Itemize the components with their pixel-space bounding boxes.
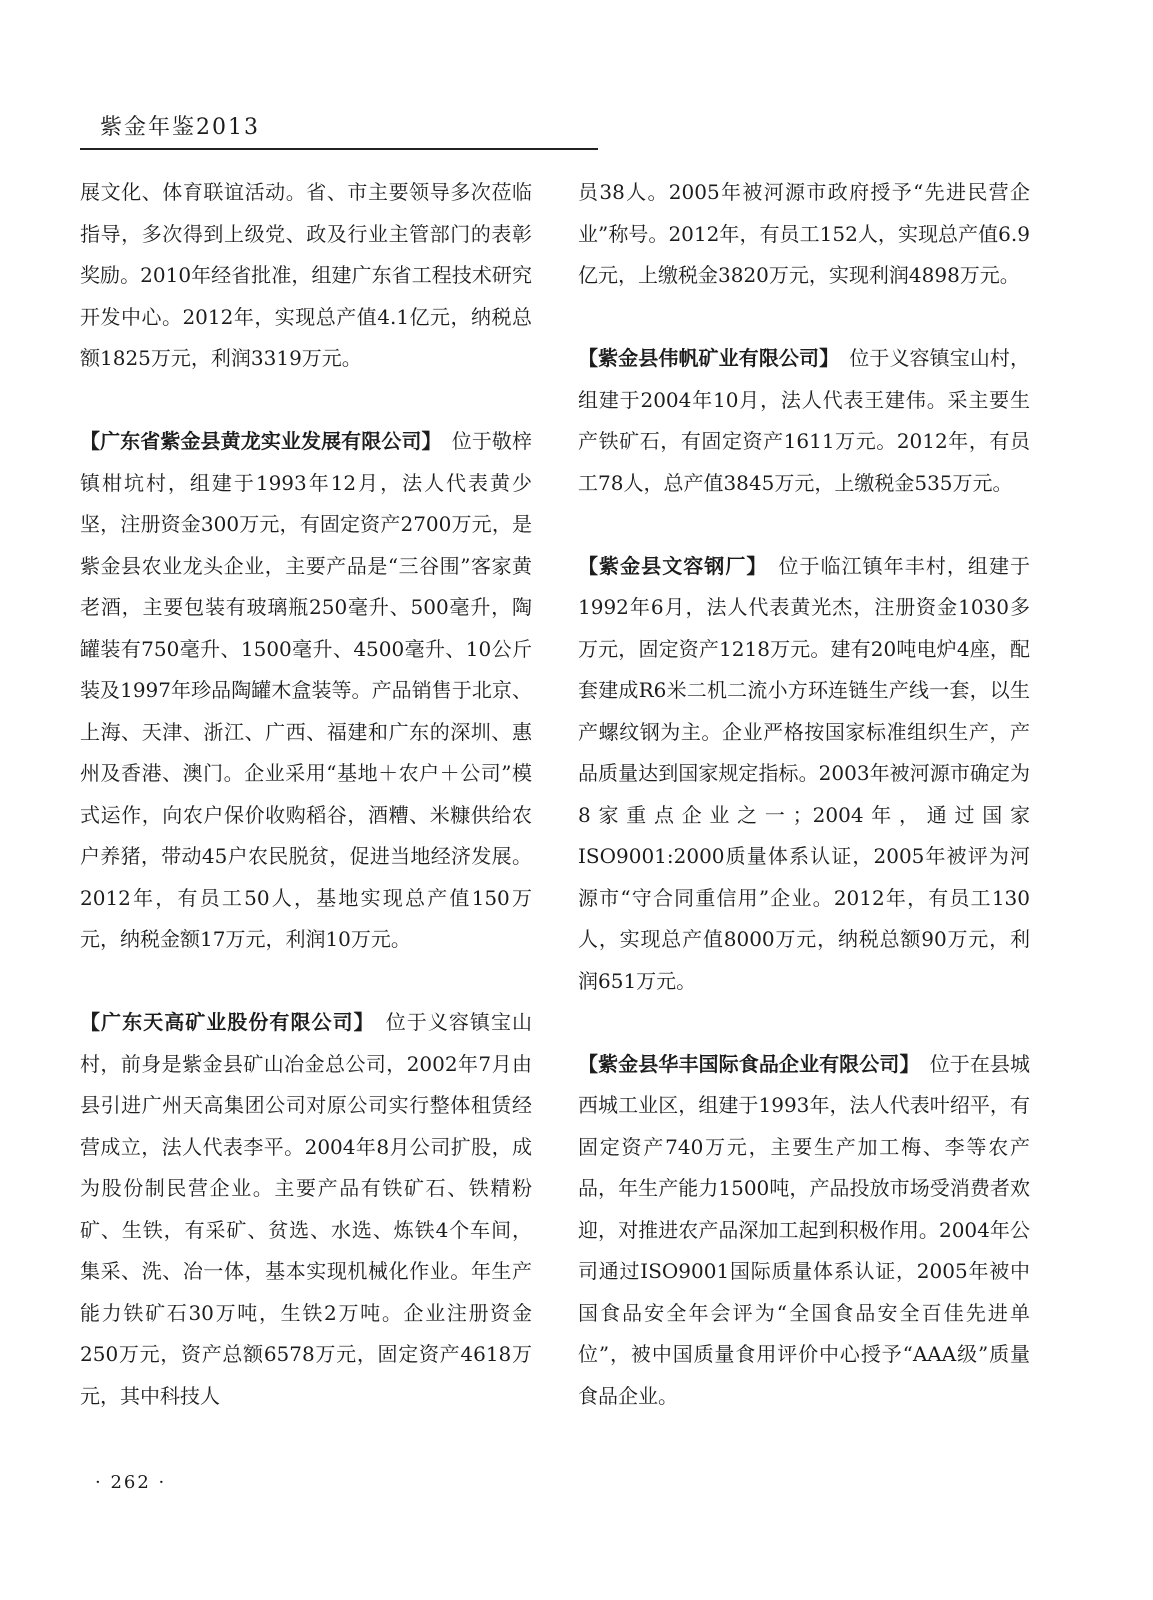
continued-paragraph: 员38人。2005年被河源市政府授予“先进民营企业”称号。2012年，有员工152人，实现总产值6.9亿元，上缴税金3820万元，实现利润4898万元。 — [578, 180, 1030, 287]
entry-body: 位于义容镇宝山村，组建于2004年10月，法人代表王建伟。采主要生产铁矿石，有固定资产1611万元。2012年，有员工78人，总产值3845万元，上缴税金535万元。 — [578, 346, 1031, 495]
entry-body: 位于临江镇年丰村，组建于1992年6月，法人代表黄光杰，注册资金1030多万元，固定资产1218万元。建有20吨电炉4座，配套建成R6米二机二流小方环连链生产线一套，以生产螺纹钢为主。企业严格按国家标准组织生产，产品质量达到国家规定指标。2003年被河源市确定为8家重点企业之一；2004年，通过国家ISO9001:2000质量体系认证，2005年被评为河源市“守合同重信用”企业。2012年，有员工130人，实现总产值8000万元，纳税总额90万元，利润651万元。 — [578, 553, 1031, 993]
right-column — [578, 172, 1030, 1417]
continued-paragraph: 展文化、体育联谊活动。省、市主要领导多次莅临指导，多次得到上级党、政及行业主管部门的表彰奖励。2010年经省批准，组建广东省工程技术研究开发中心。2012年，实现总产值4.1亿元，纳税总额1825万元，利润3319万元。 — [80, 180, 532, 370]
entry-title: 【广东省紫金县黄龙实业发展有限公司】 — [80, 429, 442, 453]
entry-paragraph — [80, 1002, 532, 1417]
entry-body: 位于义容镇宝山村，前身是紫金县矿山冶金总公司，2002年7月由县引进广州天高集团公司对原公司实行整体租赁经营成立，法人代表李平。2004年8月公司扩股，成为股份制民营企业。主要产品有铁矿石、铁精粉矿、生铁，有采矿、贫选、水选、炼铁4个车间，集采、洗、冶一体，基本实现机械化作业。年生产能力铁矿石30万吨，生铁2万吨。企业注册资金250万元，资产总额6578万元，固定资产4618万元，其中科技人 — [80, 1010, 533, 1408]
entry-paragraph — [578, 338, 1030, 504]
running-head: 紫金年鉴2013 — [100, 115, 260, 140]
entry-paragraph — [578, 1044, 1030, 1418]
entry-title: 【广东天高矿业股份有限公司】 — [80, 1010, 375, 1034]
entry-title: 【紫金县伟帆矿业有限公司】 — [578, 346, 840, 370]
entry-title: 【紫金县文容钢厂】 — [578, 553, 768, 578]
entry-body: 位于在县城西城工业区，组建于1993年，法人代表叶绍平，有固定资产740万元，主要生产加工梅、李等农产品，年生产能力1500吨，产品投放市场受消费者欢迎，对推进农产品深加工起到积极作用。2004年公司通过ISO9001国际质量体系认证，2005年被中国食品安全年会评为“全国食品安全百佳先进单位”，被中国质量食用评价中心授予“AAA级”质量食品企业。 — [578, 1051, 1031, 1408]
header-rule — [80, 148, 598, 150]
page-number: · 262 · — [95, 1472, 167, 1493]
entry-paragraph — [578, 546, 1030, 1003]
entry-paragraph — [80, 421, 532, 961]
entry-body: 位于敬梓镇柑坑村，组建于1993年12月，法人代表黄少坚，注册资金300万元，有固定资产2700万元，是紫金县农业龙头企业，主要产品是“三谷围”客家黄老酒，主要包装有玻璃瓶250毫升、500毫升，陶罐装有750毫升、1500毫升、4500毫升、10公斤装及1997年珍品陶罐木盒装等。产品销售于北京、上海、天津、浙江、广西、福建和广东的深圳、惠州及香港、澳门。企业采用“基地＋农户＋公司”模式运作，向农户保价收购稻谷，酒糟、米糠供给农户养猪，带动45户农民脱贫，促进当地经济发展。2012年，有员工50人，基地实现总产值150万元，纳税金额17万元，利润10万元。 — [80, 429, 533, 951]
left-column — [80, 172, 532, 1417]
entry-title: 【紫金县华丰国际食品企业有限公司】 — [578, 1051, 920, 1076]
